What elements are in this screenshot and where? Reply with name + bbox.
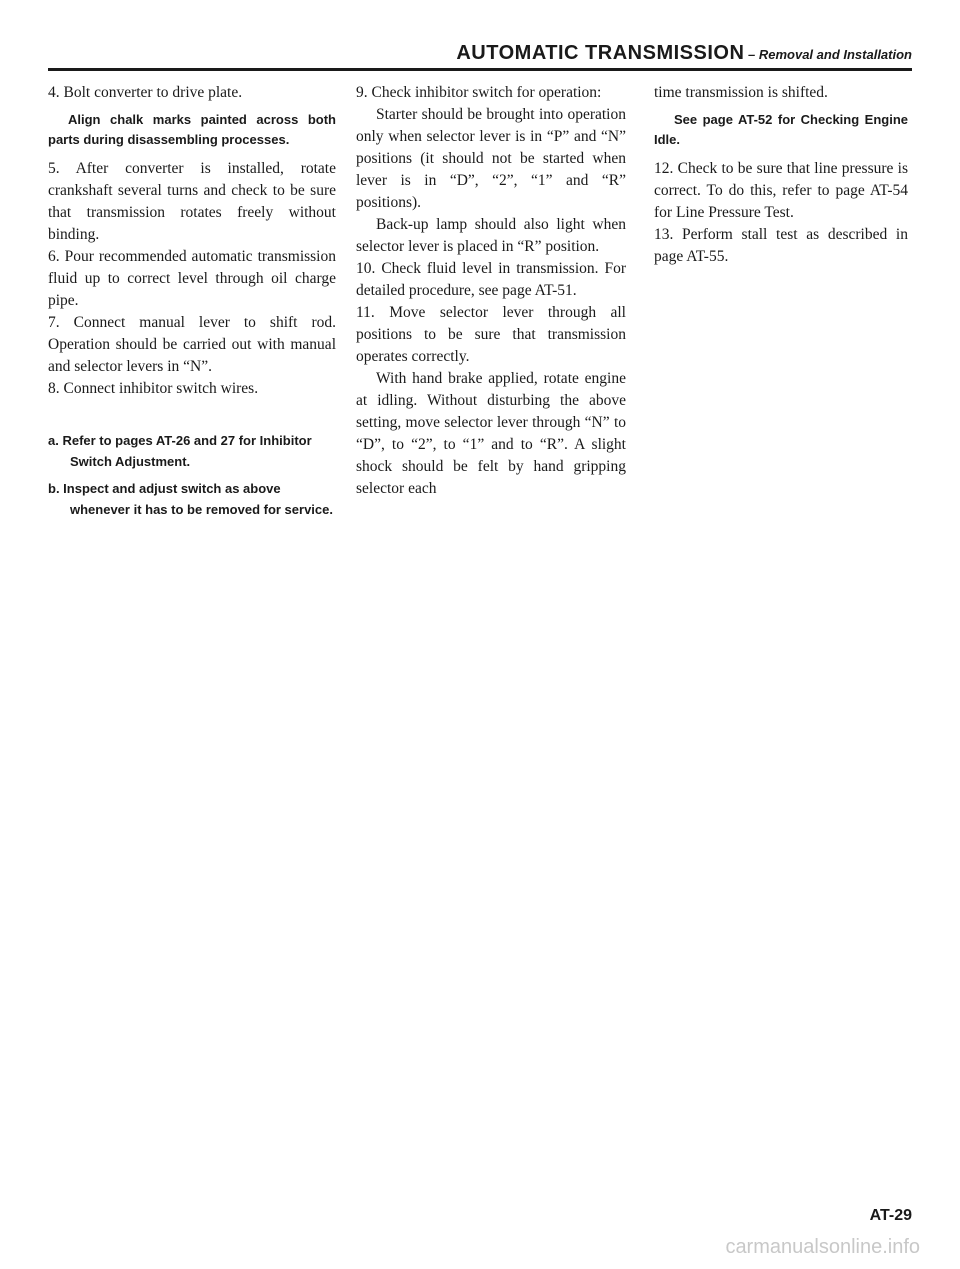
step-10: 10. Check fluid level in transmission. For detailed procedure, see page AT-51. (356, 260, 626, 299)
step-13: 13. Perform stall test as described in page AT-55. (654, 226, 908, 265)
note-b: b. Inspect and adjust switch as above whenever it has to be removed for service. (48, 481, 333, 517)
header-title: AUTOMATIC TRANSMISSION (456, 42, 745, 64)
watermark: carmanualsonline.info (725, 1236, 920, 1258)
step-9-backup-lamp: Back-up lamp should also light when selector lever is placed in “R” position. (356, 216, 626, 255)
note-chalk-marks (48, 110, 336, 150)
note-engine-idle-text: See page AT-52 for Checking Engine Idle. (654, 112, 908, 147)
column-3 (654, 82, 908, 268)
step-6: 6. Pour recommended automatic transmission fluid up to correct level through oil charge pipe. (48, 248, 336, 309)
step-4: 4. Bolt converter to drive plate. (48, 84, 243, 101)
header-rule (48, 68, 912, 71)
note-chalk-marks-text: Align chalk marks painted across both parts during disassembling processes. (48, 112, 336, 147)
step-8: 8. Connect inhibitor switch wires. (48, 380, 259, 397)
step-7: 7. Connect manual lever to shift rod. Operation should be carried out with manual and selector levers in “N”. (48, 314, 336, 375)
step-9: 9. Check inhibitor switch for operation: (356, 84, 602, 101)
column-1 (48, 82, 336, 526)
page-header (440, 42, 912, 65)
step-11-detail: With hand brake applied, rotate engine at idling. Without disturbing the above setting, move selector lever through “N” to “D”, to “2”, to “1” and to “R”. A slight shock should be felt by hand gripping selector each (356, 370, 626, 497)
page-number: AT-29 (869, 1207, 912, 1224)
step-5: 5. After converter is installed, rotate crankshaft several turns and check to be sure that transmission rotates freely without binding. (48, 160, 336, 243)
column-2 (356, 82, 626, 500)
note-engine-idle (654, 110, 908, 150)
note-a: a. Refer to pages AT-26 and 27 for Inhibitor Switch Adjustment. (48, 433, 312, 469)
step-11-continued: time transmission is shifted. (654, 84, 828, 101)
step-9-starter: Starter should be brought into operation only when selector lever is in “P” and “N” positions (it should not be started when lever is in “D”, “2”, “1” and “R” positions). (356, 106, 626, 211)
step-12: 12. Check to be sure that line pressure is correct. To do this, refer to page AT-54 for Line Pressure Test. (654, 160, 908, 221)
step-11: 11. Move selector lever through all positions to be sure that transmission operates correctly. (356, 304, 626, 365)
header-subtitle: – Removal and Installation (744, 47, 912, 62)
